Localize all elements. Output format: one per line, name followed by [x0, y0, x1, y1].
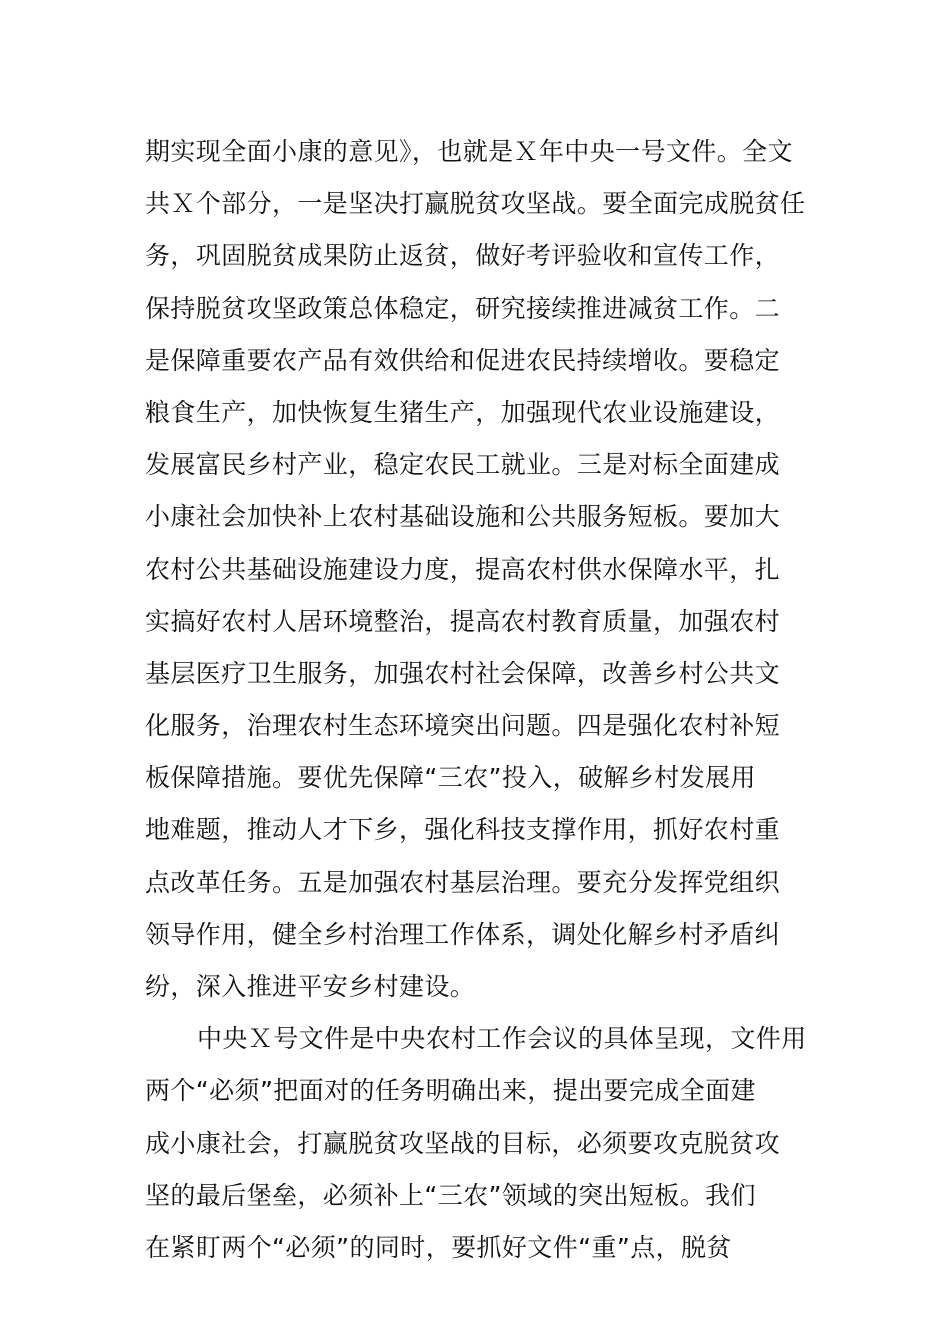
text-line: 坚的最后堡垒，必须补上“三农”领域的突出短板。我们 [145, 1180, 756, 1210]
paragraph-1 [145, 126, 807, 1013]
text-line: 在紧盯两个“必须”的同时，要抓好文件“重”点，脱贫 [145, 1232, 732, 1262]
document-body [145, 126, 807, 1274]
text-line: 化服务，治理农村生态环境突出问题。四是强化农村补短 [145, 711, 781, 741]
text-line: 保持脱贫攻坚政策总体稳定，研究接续推进减贫工作。二 [145, 293, 781, 323]
text-line: 地难题，推动人才下乡，强化科技支撑作用，抓好农村重 [145, 815, 781, 845]
paragraph-2 [145, 1013, 807, 1274]
text-line: 板保障措施。要优先保障“三农”投入，破解乡村发展用 [145, 763, 756, 793]
text-line: 是保障重要农产品有效供给和促进农民持续增收。要稳定 [145, 345, 781, 375]
text-line: 期实现全面小康的意见》，也就是Ｘ年中央一号文件。全文 [145, 137, 793, 166]
text-line: 共Ｘ个部分，一是坚决打赢脱贫攻坚战。要全面完成脱贫任 [145, 189, 806, 219]
text-line: 基层医疗卫生服务，加强农村社会保障，改善乡村公共文 [145, 658, 781, 688]
text-line: 发展富民乡村产业，稳定农民工就业。三是对标全面建成 [145, 450, 781, 480]
text-line: 领导作用，健全乡村治理工作体系，调处化解乡村矛盾纠 [145, 919, 781, 949]
text-line: 成小康社会，打赢脱贫攻坚战的目标，必须要攻克脱贫攻 [145, 1128, 781, 1158]
text-line: 纷，深入推进平安乡村建设。 [145, 972, 476, 1001]
text-line: 实搞好农村人居环境整治，提高农村教育质量，加强农村 [145, 606, 781, 636]
text-line: 点改革任务。五是加强农村基层治理。要充分发挥党组织 [145, 867, 781, 897]
text-line: 小康社会加快补上农村基础设施和公共服务短板。要加大 [145, 502, 781, 532]
text-line: 两个“必须”把面对的任务明确出来，提出要完成全面建 [145, 1076, 756, 1106]
text-line: 务，巩固脱贫成果防止返贫，做好考评验收和宣传工作， [145, 241, 781, 271]
text-line: 农村公共基础设施建设力度，提高农村供水保障水平，扎 [145, 554, 781, 584]
text-line: 中央Ｘ号文件是中央农村工作会议的具体呈现，文件用 [197, 1024, 807, 1054]
text-line: 粮食生产，加快恢复生猪生产，加强现代农业设施建设， [145, 397, 781, 427]
